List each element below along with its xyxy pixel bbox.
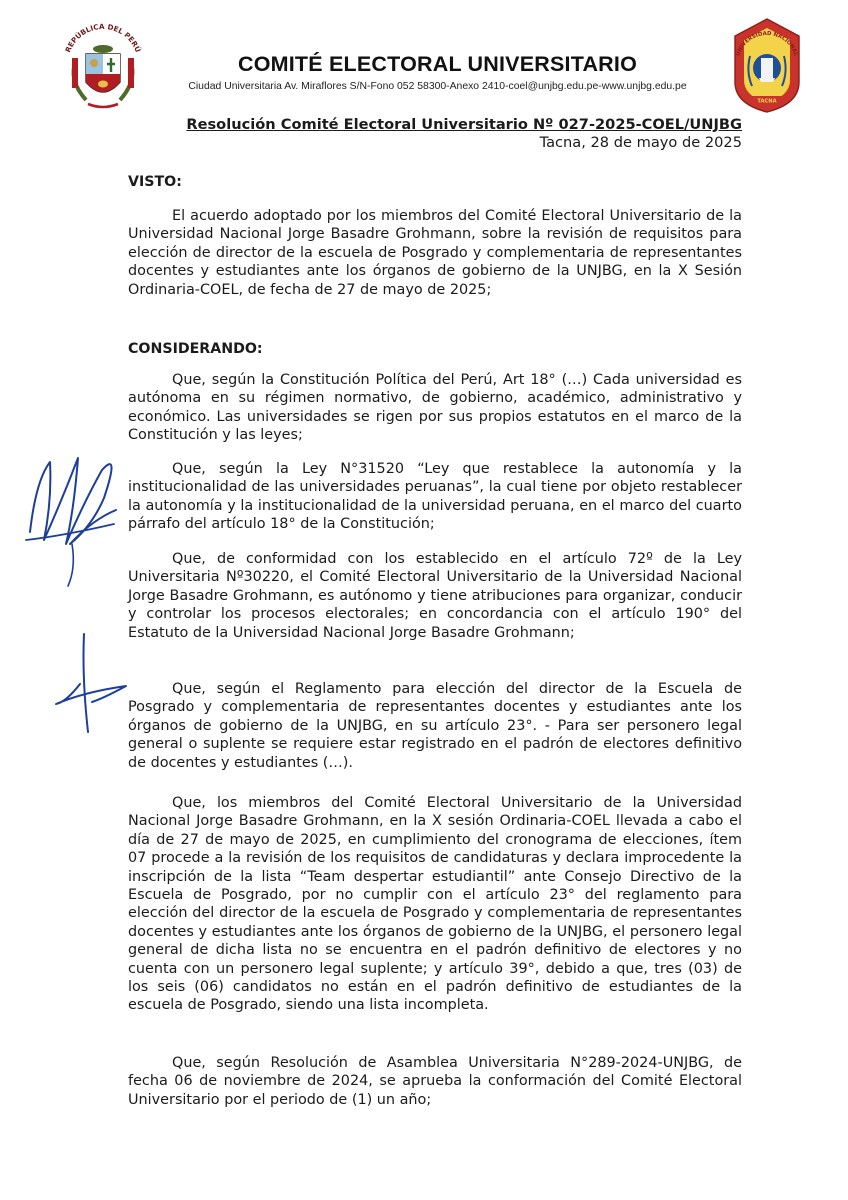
organization-title: COMITÉ ELECTORAL UNIVERSITARIO	[238, 52, 637, 76]
considerando-paragraph-2: Que, según la Ley N°31520 “Ley que restablece la autonomía y la institucionalidad de las universidades peruanas”, la cual tiene por objeto restablecer la autonomía y la institucionalidad de la universidad peruana, en el marco del cuarto párrafo del artículo 18° de la Constitución;	[128, 461, 742, 533]
visto-heading: VISTO:	[128, 174, 182, 190]
considerando-paragraph-3: Que, de conformidad con los establecido en el artículo 72º de la Ley Universitaria Nº30220, el Comité Electoral Universitario de la Universidad Nacional Jorge Basadre Grohmann, es autónomo y tiene atribuciones para organizar, conducir y controlar los procesos electorales; en concordancia con el artículo 190° del Estatuto de la Universidad Nacional Jorge Basadre Grohmann;	[128, 551, 742, 641]
considerando-paragraph-6: Que, según Resolución de Asamblea Universitaria N°289-2024-UNJBG, de fecha 06 de noviembre de 2024, se aprueba la conformación del Comité Electoral Universitario por el periodo de (1) un año;	[128, 1055, 742, 1108]
svg-text:UNIVERSIDAD NACIONAL: UNIVERSIDAD NACIONAL	[735, 30, 799, 57]
peru-coat-of-arms-seal	[58, 20, 148, 112]
considerando-paragraph-1: Que, según la Constitución Política del Perú, Art 18° (…) Cada universidad es autónoma en su régimen normativo, de gobierno, académico, administrativo y económico. Las universidades se rigen por sus propios estatutos en el marco de la Constitución y las leyes;	[128, 372, 742, 444]
svg-text:TACNA: TACNA	[757, 98, 777, 105]
organization-address: Ciudad Universitaria Av. Miraflores S/N-Fono 052 58300-Anexo 2410-coel@unjbg.edu.pe-www.unjbg.edu.pe	[188, 81, 687, 92]
considerando-paragraph-5: Que, los miembros del Comité Electoral Universitario de la Universidad Nacional Jorge Basadre Grohmann, en la X sesión Ordinaria-COEL llevada a cabo el día de 27 de mayo de 2025, en cumplimiento del cronograma de elecciones, ítem 07 procede a la revisión de los requisitos de candidaturas y declara improcedente la inscripción de la lista “Team despertar estudiantil” ante Consejo Directivo de la Escuela de Posgrado, por no cumplir con el artículo 23° del reglamento para elección del director de la escuela de Posgrado y complementaria de representantes docentes y estudiantes ante los órganos de gobierno de la UNJBG, el personero legal general de dicha lista no se encuentra en el padrón definitivo de electores y no cuenta con un personero legal suplente; y artículo 39°, debido a que, tres (03) de los seis (06) candidatos no están en el padrón definitivo de estudiantes de la escuela de Posgrado, siendo una lista incompleta.	[128, 795, 742, 1014]
svg-text:REPÚBLICA DEL PERÚ: REPÚBLICA DEL PERÚ	[63, 21, 143, 54]
unjbg-university-seal	[726, 16, 808, 114]
considerando-heading: CONSIDERANDO:	[128, 341, 263, 357]
resolution-date: Tacna, 28 de mayo de 2025	[539, 134, 742, 151]
considerando-paragraph-4: Que, según el Reglamento para elección del director de la Escuela de Posgrado y complementaria de representantes docentes y estudiantes ante los órganos de gobierno de la UNJBG, en su artículo 23°. - Para ser personero legal general o suplente se requiere estar registrado en el padrón de electores definitivo de docentes y estudiantes (…).	[128, 681, 742, 771]
handwritten-signature-2	[44, 628, 134, 738]
visto-paragraph: El acuerdo adoptado por los miembros del Comité Electoral Universitario de la Universidad Nacional Jorge Basadre Grohmann, sobre la revisión de requisitos para elección de director de la escuela de Posgrado y complementaria de representantes docentes y estudiantes ante los órganos de gobierno de la UNJBG, en la X Sesión Ordinaria-COEL, de fecha de 27 de mayo de 2025;	[128, 208, 742, 298]
resolution-title: Resolución Comité Electoral Universitario Nº 027-2025-COEL/UNJBG	[186, 116, 742, 133]
handwritten-signature-1	[22, 440, 132, 590]
